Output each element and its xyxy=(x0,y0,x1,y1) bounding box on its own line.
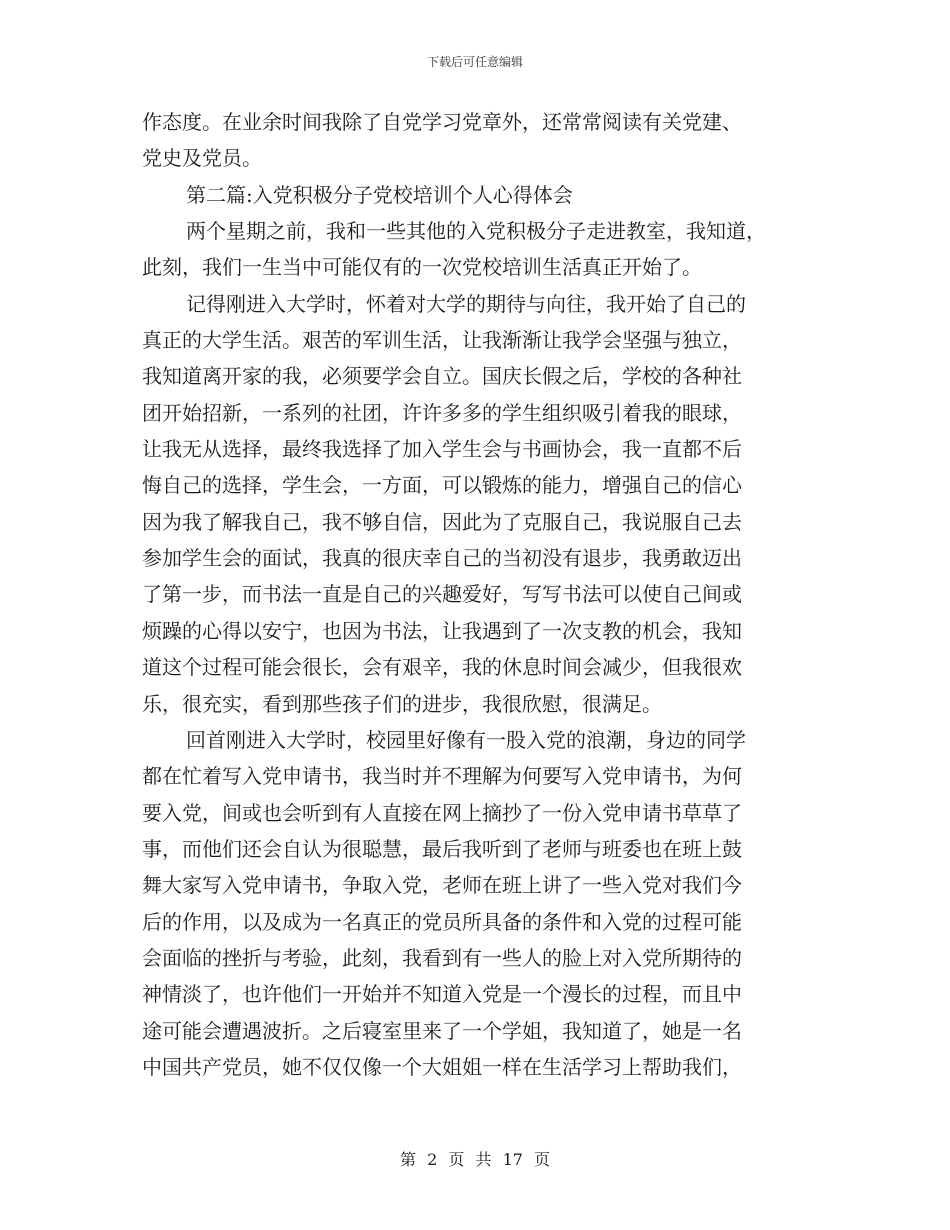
text-line: 烦躁的心得以安宁，也因为书法，让我遇到了一次支教的机会，我知 xyxy=(142,618,742,643)
text-line: 事，而他们还会自认为很聪慧，最后我听到了老师与班委也在班上鼓 xyxy=(142,836,742,861)
text-line: 途可能会遭遇波折。之后寝室里来了一个学姐，我知道了，她是一名 xyxy=(142,1018,742,1043)
text-line: 因为我了解我自己，我不够自信，因此为了克服自己，我说服自己去 xyxy=(142,509,742,534)
footer-total-word: 共 xyxy=(475,1150,492,1169)
text-line: 党史及党员。 xyxy=(142,146,262,171)
section-heading: 第二篇:入党积极分子党校培训个人心得体会 xyxy=(186,182,573,207)
text-line: 要入党，间或也会听到有人直接在网上摘抄了一份入党申请书草草了 xyxy=(142,800,742,825)
text-line: 道这个过程可能会很长，会有艰辛，我的休息时间会减少，但我很欢 xyxy=(142,655,742,680)
text-line: 两个星期之前，我和一些其他的入党积极分子走进教室，我知道， xyxy=(186,219,766,244)
text-line: 记得刚进入大学时，怀着对大学的期待与向往，我开始了自己的 xyxy=(186,291,746,316)
footer-page-word: 第 xyxy=(399,1150,416,1169)
document-body xyxy=(142,104,802,1085)
footer-total-label: 页 xyxy=(534,1150,551,1169)
text-line: 作态度。在业余时间我除了自党学习党章外，还常常阅读有关党建、 xyxy=(142,110,742,134)
text-line: 中国共产党员，她不仅仅像一个大姐姐一样在生活学习上帮助我们， xyxy=(142,1054,742,1079)
text-line: 我知道离开家的我，必须要学会自立。国庆长假之后，学校的各种社 xyxy=(142,364,742,389)
text-line: 乐，很充实，看到那些孩子们的进步，我很欣慰，很满足。 xyxy=(142,691,662,716)
text-line: 参加学生会的面试，我真的很庆幸自己的当初没有退步，我勇敢迈出 xyxy=(142,546,742,571)
text-line: 悔自己的选择，学生会，一方面，可以锻炼的能力，增强自己的信心 xyxy=(142,473,742,498)
text-line: 让我无从选择，最终我选择了加入学生会与书画协会，我一直都不后 xyxy=(142,437,742,462)
text-line: 神情淡了，也许他们一开始并不知道入党是一个漫长的过程，而且中 xyxy=(142,982,742,1007)
text-line: 都在忙着写入党申请书，我当时并不理解为何要写入党申请书，为何 xyxy=(142,764,742,789)
text-line: 回首刚进入大学时，校园里好像有一股入党的浪潮，身边的同学 xyxy=(186,727,746,752)
text-line: 真正的大学生活。艰苦的军训生活，让我渐渐让我学会坚强与独立， xyxy=(142,328,742,353)
text-line: 会面临的挫折与考验，此刻，我看到有一些人的脸上对入党所期待的 xyxy=(142,945,742,970)
text-line: 后的作用，以及成为一名真正的党员所具备的条件和入党的过程可能 xyxy=(142,909,742,934)
footer-page-label: 页 xyxy=(448,1150,465,1169)
text-line: 团开始招新，一系列的社团，许许多多的学生组织吸引着我的眼球， xyxy=(142,400,742,425)
page-footer xyxy=(0,1150,950,1170)
page-header: 下载后可任意编辑 xyxy=(426,55,523,69)
page-number: 2 xyxy=(427,1150,438,1169)
text-line: 此刻，我们一生当中可能仅有的一次党校培训生活真正开始了。 xyxy=(142,255,702,280)
text-line: 了第一步，而书法一直是自己的兴趣爱好，写写书法可以使自己间或 xyxy=(142,582,742,607)
text-line: 舞大家写入党申请书，争取入党，老师在班上讲了一些入党对我们今 xyxy=(142,873,742,898)
total-pages: 17 xyxy=(502,1150,523,1169)
